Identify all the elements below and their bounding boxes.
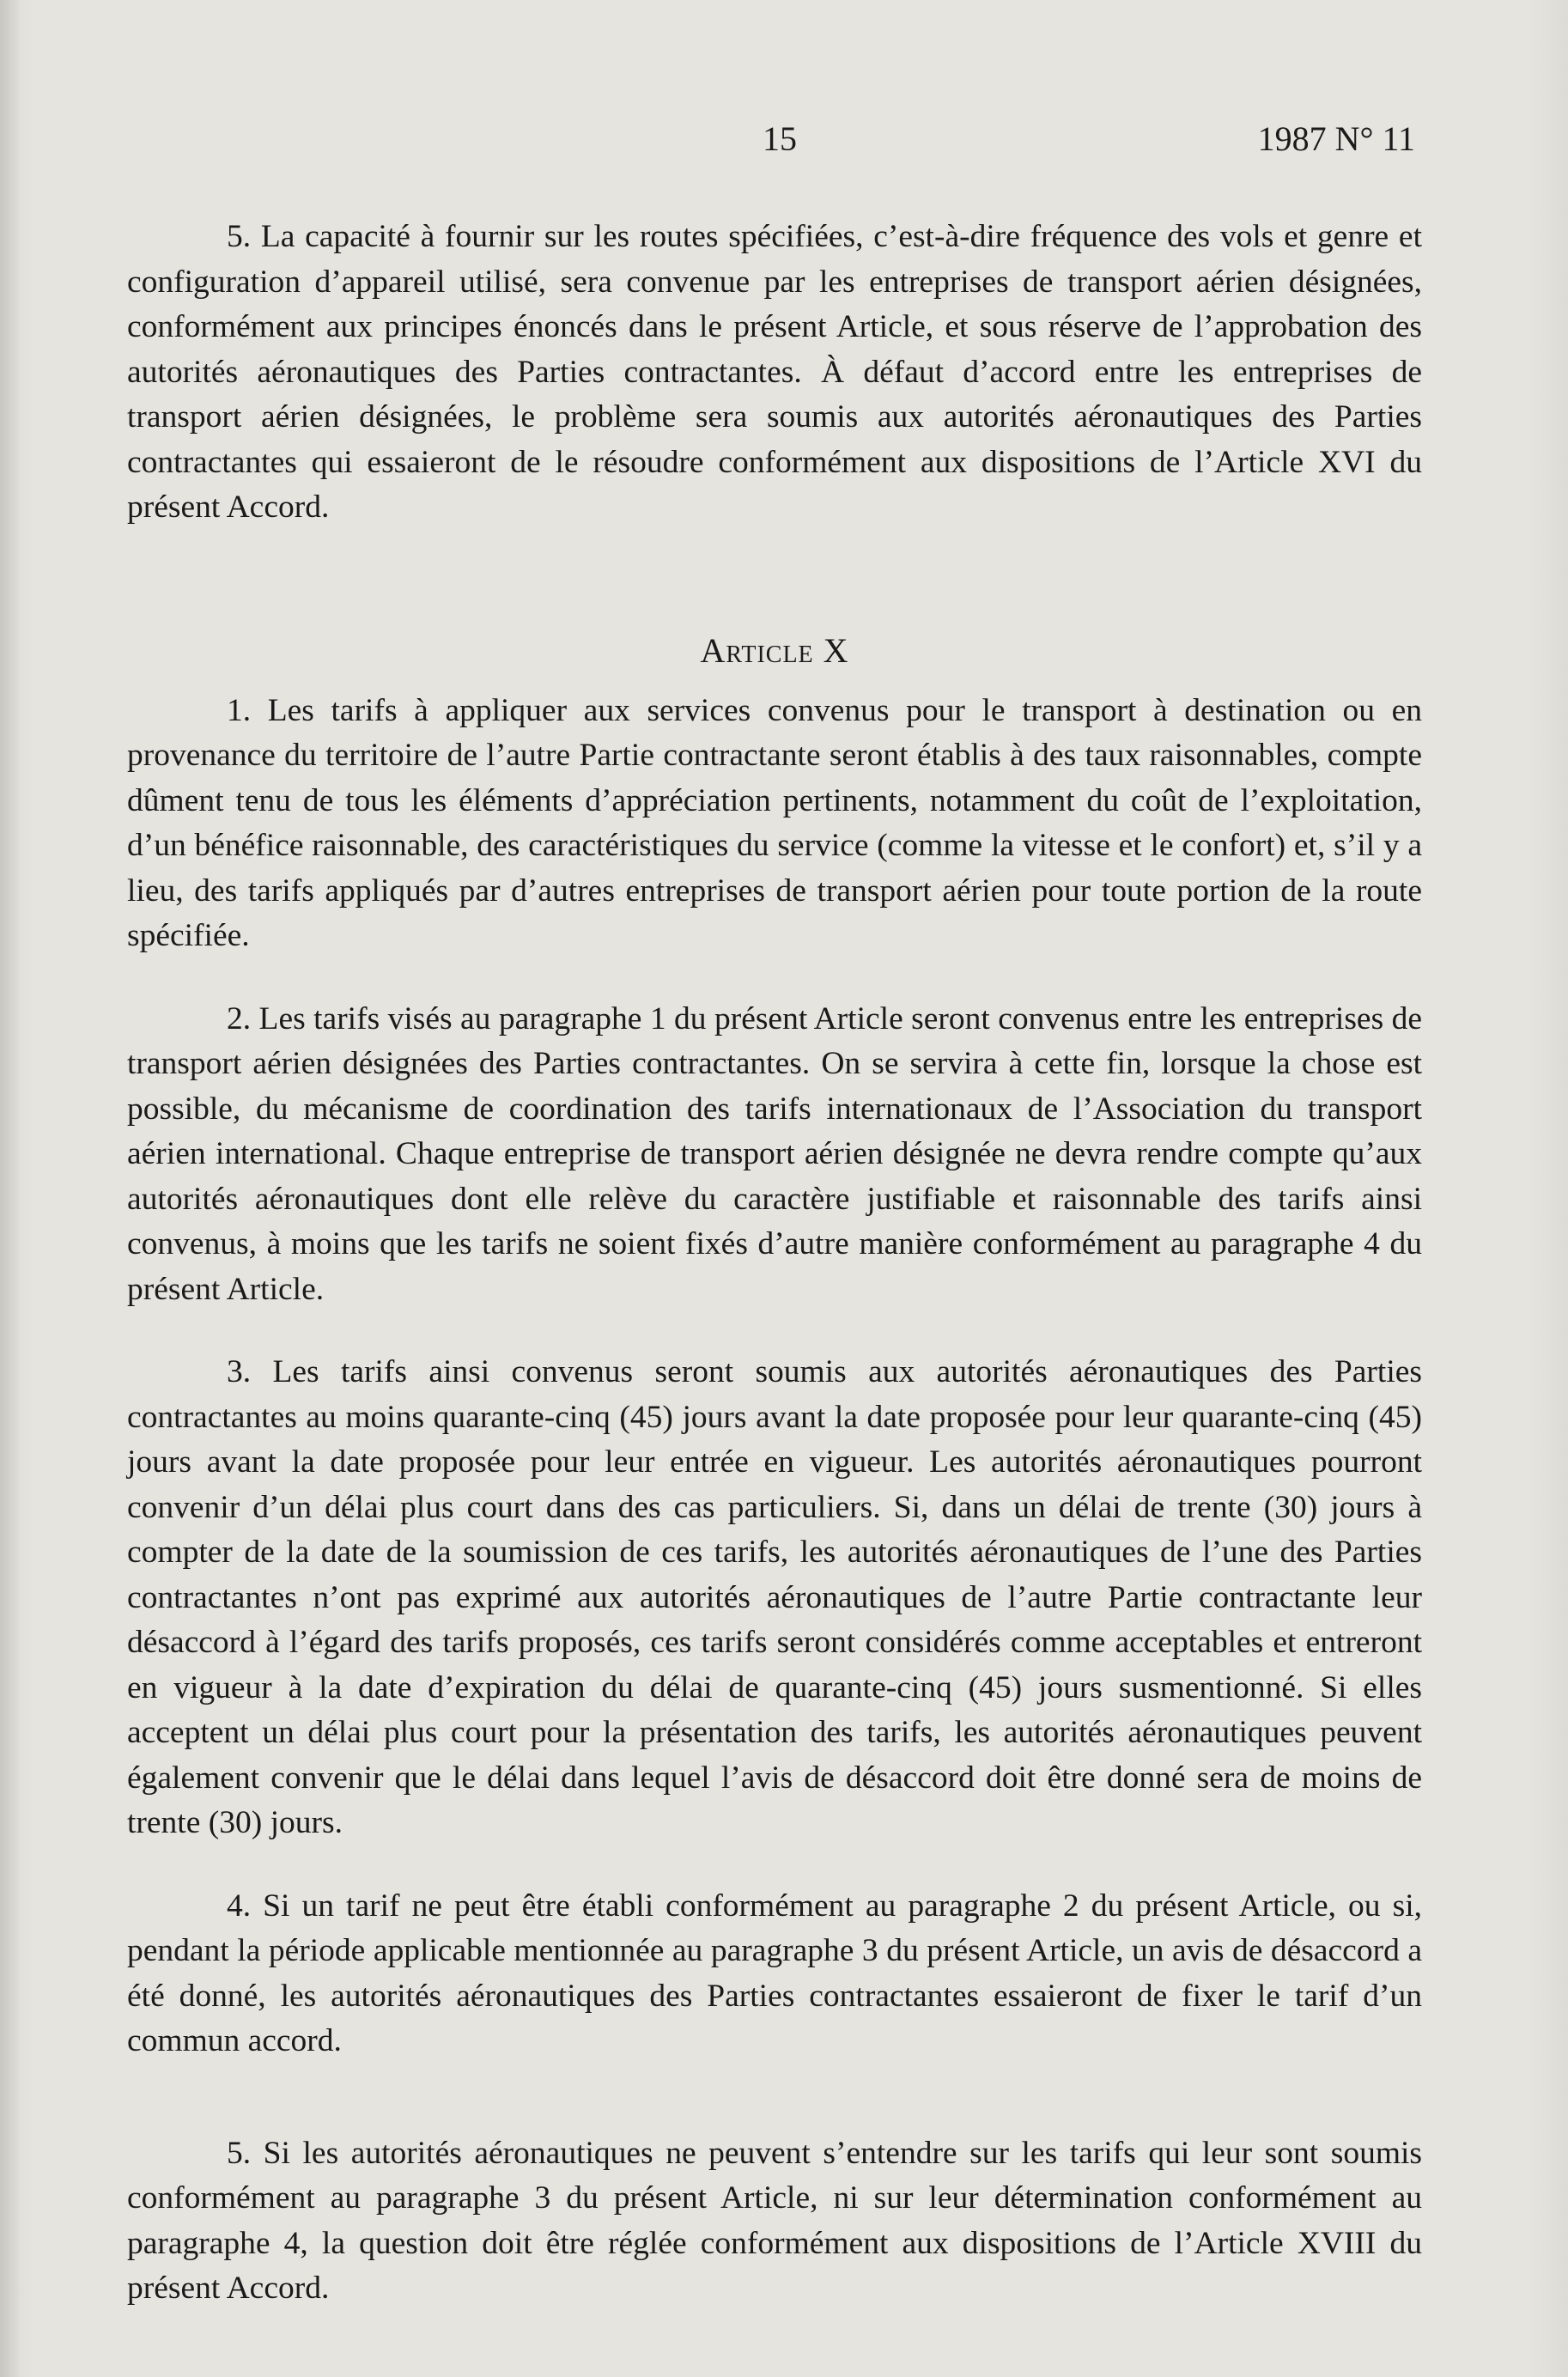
article-paragraph-5: 5. Si les autorités aéronautiques ne peuvent s’entendre sur les tarifs qui leur sont soumis conformément au paragraphe 3 du présent Article, ni sur leur détermination conformément au paragraphe 4, la question doit être réglée conformément aux dispositions de l’Article XVIII du présent Accord. xyxy=(127,2135,1422,2306)
article-heading: Article X xyxy=(700,630,849,670)
article-paragraph-2: 2. Les tarifs visés au paragraphe 1 du présent Article seront convenus entre les entreprises de transport aérien désignées des Parties contractantes. On se servira à cette fin, lorsque la chose est possible, du mécanisme de coordination des tarifs internationaux de l’Association du transport aérien international. Chaque entreprise de transport aérien désignée ne devra rendre compte qu’aux autorités aéronautiques dont elle relève du caractère justifiable et raisonnable des tarifs ainsi convenus, à moins que les tarifs ne soient fixés d’autre manière conformément au paragraphe 4 du présent Article. xyxy=(127,1000,1422,1307)
page-binding-edge xyxy=(0,0,19,2377)
article-paragraph-4: 4. Si un tarif ne peut être établi conformément au paragraphe 2 du présent Article, ou si, pendant la période applicable mentionnée au paragraphe 3 du présent Article, un avis de désaccord a été donné, les autorités aéronautiques des Parties contractantes essaieront de fixer le tarif d’un commun accord. xyxy=(127,1888,1422,2058)
body-text xyxy=(127,215,1422,2312)
article-paragraph-3: 3. Les tarifs ainsi convenus seront soumis aux autorités aéronautiques des Parties contractantes au moins quarante-cinq (45) jours avant la date proposée pour leur quarante-cinq (45) jours avant la date proposée pour leur entrée en vigueur. Les autorités aéronautiques pourront convenir d’un délai plus court dans des cas particuliers. Si, dans un délai de trente (30) jours à compter de la date de la soumission de ces tarifs, les autorités aéronautiques de l’une des Parties contractantes n’ont pas exprimé aux autorités aéronautiques de l’autre Partie contractante leur désaccord à l’égard des tarifs proposés, ces tarifs seront considérés comme acceptables et entreront en vigueur à la date d’expiration du délai de quarante-cinq (45) jours susmentionné. Si elles acceptent un délai plus court pour la présentation des tarifs, les autorités aéronautiques peuvent également convenir que le délai dans lequel l’avis de désaccord doit être donné sera de moins de trente (30) jours. xyxy=(127,1354,1422,1840)
article-paragraph-1: 1. Les tarifs à appliquer aux services convenus pour le transport à destination ou en provenance du territoire de l’autre Partie contractante seront établis à des taux raisonnables, compte dûment tenu de tous les éléments d’appréciation pertinents, notamment du coût de l’exploitation, d’un bénéfice raisonnable, des caractéristiques du service (comme la vitesse et le confort) et, s’il y a lieu, des tarifs appliqués par d’autres entreprises de transport aérien pour toute portion de la route spécifiée. xyxy=(127,692,1422,953)
paragraph-capacity: 5. La capacité à fournir sur les routes spécifiées, c’est-à-dire fréquence des vols et genre et configuration d’appareil utilisé, sera convenue par les entreprises de transport aérien désignées, conformément aux principes énoncés dans le présent Article, et sous réserve de l’approbation des autorités aéronautiques des Parties contractantes. À défaut d’accord entre les entreprises de transport aérien désignées, le problème sera soumis aux autorités aéronautiques des Parties contractantes qui essaieront de le résoudre conformément aux dispositions de l’Article XVI du présent Accord. xyxy=(127,219,1422,525)
page-header xyxy=(127,119,1432,170)
page-number: 15 xyxy=(763,119,797,158)
volume-reference: 1987 N° 11 xyxy=(1257,119,1415,158)
